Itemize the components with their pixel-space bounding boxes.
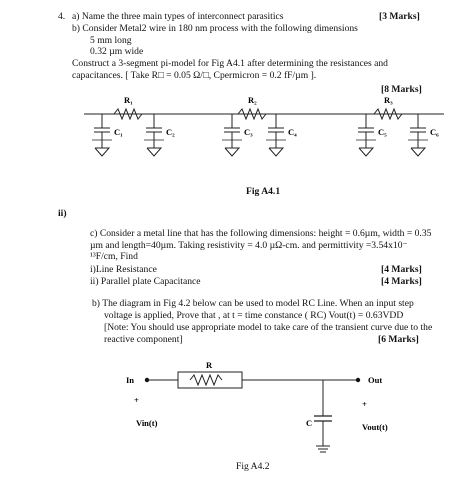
construct-line2: capacitances. [ Take R□ = 0.05 Ω/□, Cpermicron = 0.2 fF/µm ]. bbox=[72, 70, 317, 81]
capacitor-c1 bbox=[94, 114, 110, 156]
label-in: In bbox=[126, 375, 135, 385]
label-c1: C₁ bbox=[114, 127, 123, 137]
marks-c-ii: [4 Marks] bbox=[381, 276, 422, 287]
label-out: Out bbox=[368, 375, 383, 385]
capacitor-c5 bbox=[358, 114, 374, 156]
section-ii-label: ii) bbox=[58, 208, 67, 219]
label-c2: C₂ bbox=[166, 127, 175, 137]
label-vout: Vout(t) bbox=[362, 422, 388, 432]
label-c: C bbox=[306, 418, 313, 428]
label-r2: R₂ bbox=[248, 95, 257, 105]
question-b-line1: b) Consider Metal2 wire in 180 nm process with the following dimensions bbox=[72, 23, 358, 34]
label-c3: C₃ bbox=[244, 127, 253, 137]
question-b-line3: 0.32 µm wide bbox=[90, 46, 144, 57]
plus-right: + bbox=[362, 399, 367, 409]
label-r3: R₃ bbox=[384, 95, 393, 105]
fig-a41-caption: Fig A4.1 bbox=[246, 186, 281, 197]
rc-circuit-diagram bbox=[120, 358, 420, 468]
marks-c-i: [4 Marks] bbox=[381, 264, 422, 275]
label-c4: C₄ bbox=[288, 127, 297, 137]
pi-model-diagram bbox=[84, 92, 454, 182]
question-c-line3: ¹³F/cm, Find bbox=[90, 251, 138, 262]
label-r: R bbox=[206, 360, 213, 370]
capacitor-c2 bbox=[146, 114, 162, 156]
question-b-line2: 5 mm long bbox=[90, 35, 132, 46]
plus-left: + bbox=[134, 395, 139, 405]
label-vin: Vin(t) bbox=[136, 418, 158, 428]
question-a-label: a) Name the three main types of interconnect parasitics bbox=[72, 11, 284, 22]
fig-a42-caption: Fig A4.2 bbox=[236, 461, 270, 472]
question-b2-line1: b) The diagram in Fig 4.2 below can be used to model RC Line. When an input step bbox=[92, 298, 414, 309]
question-c-line2: µm and length=40µm. Taking resistivity = 4.0 µΩ-cm. and permittivity =3.54x10⁻ bbox=[90, 240, 408, 251]
question-c-i: i)Line Resistance bbox=[90, 264, 157, 275]
marks-b: [8 Marks] bbox=[381, 84, 422, 95]
label-c6: C₆ bbox=[430, 127, 439, 137]
question-c-line1: c) Consider a metal line that has the following dimensions: height = 0.6µm, width = 0.35 bbox=[90, 228, 432, 239]
capacitor-c3 bbox=[224, 114, 240, 156]
label-c5: C₅ bbox=[378, 127, 387, 137]
capacitor-c4 bbox=[268, 114, 284, 156]
resistor-r bbox=[190, 375, 222, 385]
capacitor-c6 bbox=[410, 114, 426, 156]
marks-a: [3 Marks] bbox=[379, 11, 420, 22]
question-c-ii: ii) Parallel plate Capacitance bbox=[90, 276, 201, 287]
question-b2-line4: reactive component] bbox=[104, 334, 183, 345]
construct-line1: Construct a 3-segment pi-model for Fig A4.1 after determining the resistances and bbox=[72, 58, 388, 69]
label-r1: R₁ bbox=[124, 95, 133, 105]
question-b2-line2: voltage is applied, Prove that , at t = time constance ( RC) Vout(t) = 0.63VDD bbox=[104, 310, 404, 321]
question-number: 4. bbox=[58, 11, 66, 22]
question-a-text bbox=[72, 11, 284, 22]
marks-b2: [6 Marks] bbox=[378, 334, 419, 345]
output-node bbox=[356, 378, 360, 382]
question-b2-line3: [Note: You should use appropriate model to take care of the transient curve due to the bbox=[104, 322, 433, 333]
